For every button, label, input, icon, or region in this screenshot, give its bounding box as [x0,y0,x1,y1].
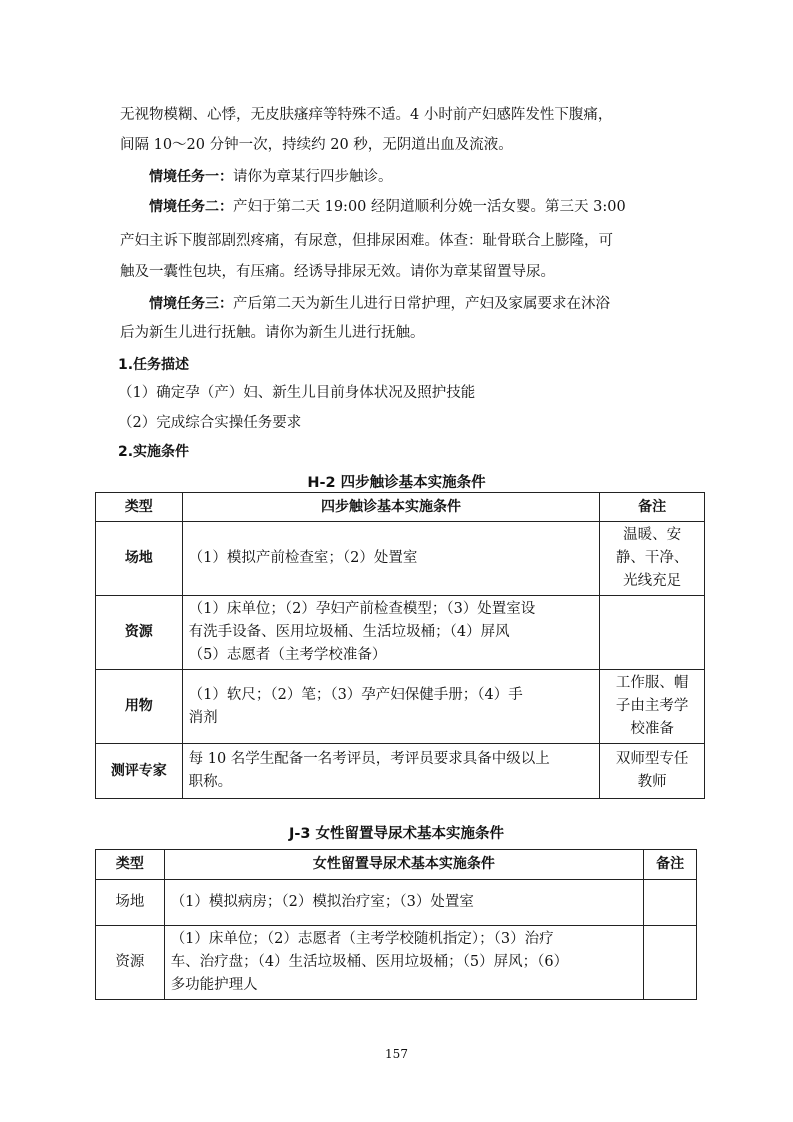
header-cell: 类型 [96,850,165,880]
cell-line: 双师型专任 [615,751,689,767]
note-cell [644,926,697,1000]
task-2-label: 情境任务二： [149,199,233,215]
table-header-row [96,493,705,522]
cell-line: 光线充足 [623,573,682,589]
note-cell [600,670,705,744]
cell-line: 职称。 [188,774,233,790]
table-header-row [96,850,697,880]
content-cell [164,926,643,1000]
paragraph-line: 产妇主诉下腹部剧烈疼痛，有尿意，但排尿困难。体查：耻骨联合上膨隆，可 [120,233,613,249]
cell-line: （5）志愿者（主考学校准备） [188,647,387,663]
note-cell [600,522,705,596]
list-item: （2）完成综合实操任务要求 [118,415,302,431]
task-1-label: 情境任务一： [149,169,233,185]
content-cell [182,744,600,799]
type-cell: 测评专家 [96,744,183,799]
table-row [96,670,705,744]
cell-line: 校准备 [630,721,674,737]
table-1-caption: H-2 四步触诊基本实施条件 [307,475,486,491]
type-cell: 资源 [96,596,183,670]
cell-line: 车、治疗盘；（4）生活垃圾桶、医用垃圾桶；（5）屏风；（6） [170,954,569,970]
table-2 [95,849,697,1000]
table-row [96,744,705,799]
table-row [96,522,705,596]
note-cell [600,744,705,799]
cell-line: 教师 [637,774,667,790]
type-cell: 用物 [96,670,183,744]
content-cell [182,670,600,744]
page-number: 157 [385,1047,408,1061]
table-row [96,880,697,926]
task-2 [149,198,626,216]
cell-line: 消剂 [188,709,218,726]
type-cell: 资源 [96,926,165,1000]
cell-line: 多功能护理人 [170,977,258,993]
table-row [96,926,697,1000]
list-item: （1）确定孕（产）妇、新生儿目前身体状况及照护技能 [118,385,476,401]
cell-line: （1）模拟产前检查室；（2）处置室 [188,550,418,566]
cell-line: （1）软尺；（2）笔；（3）孕产妇保健手册；（4）手 [188,686,523,703]
header-cell: 类型 [96,493,183,522]
task-3 [149,295,610,313]
paragraph-line: 触及一囊性包块，有压痛。经诱导排尿无效。请你为章某留置导尿。 [120,264,555,280]
cell-line: 静、干净、 [615,550,689,566]
table-row [96,596,705,670]
paragraph-line: 无视物模糊、心悸，无皮肤瘙痒等特殊不适。4 小时前产妇感阵发性下腹痛， [120,107,613,123]
table-1 [95,492,705,799]
header-cell: 备注 [600,493,705,522]
cell-line: 每 10 名学生配备一名考评员，考评员要求具备中级以上 [188,751,550,767]
cell-line: 工作服、帽 [615,675,689,691]
cell-line: （1）床单位；（2）孕妇产前检查模型；（3）处置室设 [188,601,536,617]
task-3-label: 情境任务三： [149,296,233,312]
task-3-text: 产后第二天为新生儿进行日常护理，产妇及家属要求在沐浴 [233,296,610,312]
cell-line: 有洗手设备、医用垃圾桶、生活垃圾桶；（4）屏风 [188,624,510,640]
type-cell: 场地 [96,522,183,596]
header-cell: 女性留置导尿术基本实施条件 [164,850,643,880]
content-cell [182,596,600,670]
cell-line: （1）床单位；（2）志愿者（主考学校随机指定）；（3）治疗 [170,931,554,947]
content-cell [182,522,600,596]
cell-line: （1）模拟病房；（2）模拟治疗室；（3）处置室 [170,894,474,910]
task-2-text: 产妇于第二天 19:00 经阴道顺利分娩一活女婴。第三天 3:00 [233,199,626,215]
task-1-text: 请你为章某行四步触诊。 [233,169,393,185]
paragraph-line: 间隔 10～20 分钟一次，持续约 20 秒，无阴道出血及流液。 [120,137,513,153]
header-cell: 四步触诊基本实施条件 [182,493,600,522]
paragraph-line: 后为新生儿进行抚触。请你为新生儿进行抚触。 [120,325,425,341]
table-2-caption: J-3 女性留置导尿术基本实施条件 [288,826,505,842]
section-2-title: 2.实施条件 [118,444,190,460]
content-cell [164,880,643,926]
note-cell [600,596,705,670]
task-1 [149,168,393,186]
note-cell [644,880,697,926]
cell-line: 温暖、安 [623,527,682,543]
cell-line: 子由主考学 [615,698,689,714]
type-cell: 场地 [96,880,165,926]
section-1-title: 1.任务描述 [118,357,190,373]
header-cell: 备注 [644,850,697,880]
